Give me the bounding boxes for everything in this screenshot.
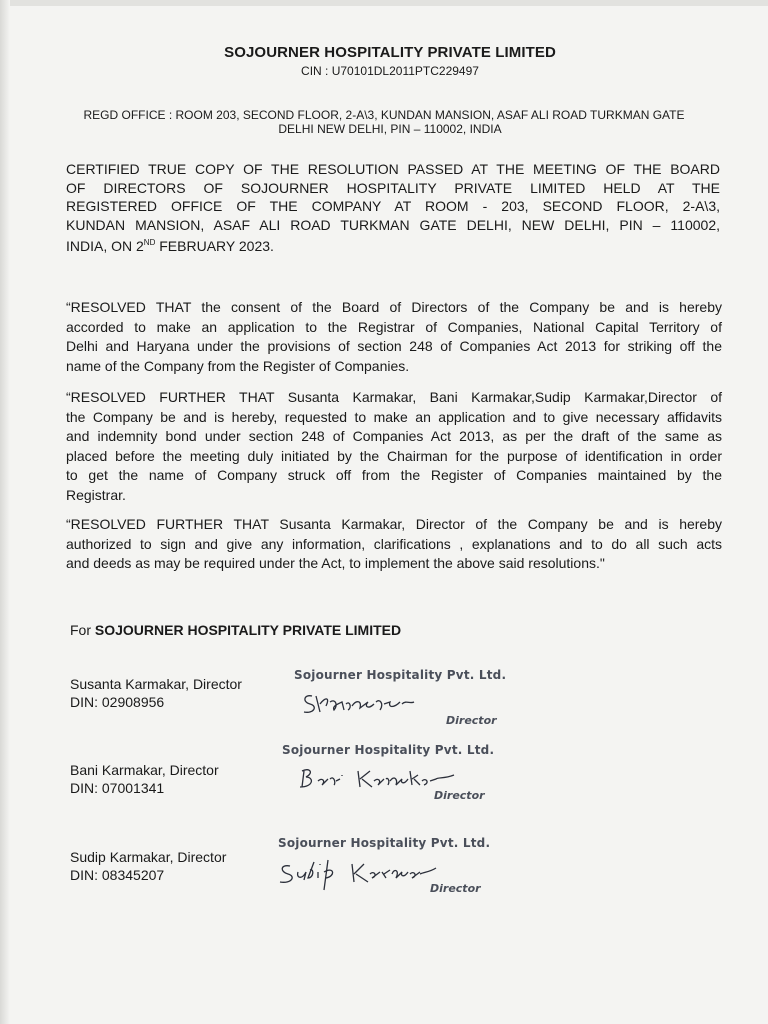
director-block xyxy=(70,675,242,711)
resolution-3 xyxy=(66,515,722,574)
resolution-line: name of the Company from the Register of Companies. xyxy=(66,357,410,374)
signoff-company: SOJOURNER HOSPITALITY PRIVATE LIMITED xyxy=(94,622,402,638)
date-ordinal: ND xyxy=(143,238,156,247)
registered-office-line-2: DELHI NEW DELHI, PIN – 110002, INDIA xyxy=(278,122,502,136)
resolution-line: “RESOLVED THAT the consent of the Board of Directors of the Company be and is hereby xyxy=(66,299,722,315)
resolution-line: placed before the meeting duly initiated by the Chairman for the purpose of identification in order xyxy=(66,447,722,464)
scan-left-edge xyxy=(0,0,10,1024)
resolution-line: accorded to make an application to the Registrar of Companies, National Capital Territory of xyxy=(66,318,722,335)
resolution-line: Registrar. xyxy=(66,486,126,503)
certified-copy-heading xyxy=(66,160,720,256)
stamp-role: Director xyxy=(434,789,485,802)
date-prefix: INDIA, ON 2 xyxy=(66,238,144,254)
resolution-line: the Company be and is hereby, requested to make an application and to give necessary affidavits xyxy=(66,408,722,425)
stamp-company: Sojourner Hospitality Pvt. Ltd. xyxy=(278,836,491,850)
director-name: Bani Karmakar, Director xyxy=(70,762,219,778)
director-name: Susanta Karmakar, Director xyxy=(70,676,242,692)
director-din: DIN: 02908956 xyxy=(70,694,165,710)
cin-number: CIN : U70101DL2011PTC229497 xyxy=(301,64,479,78)
stamp-role: Director xyxy=(446,714,497,727)
resolution-line: Delhi and Haryana under the provisions of section 248 of Companies Act 2013 for striking off the xyxy=(66,338,722,354)
stamp-role: Director xyxy=(430,882,481,895)
resolution-1 xyxy=(66,298,722,376)
resolution-line: “RESOLVED FURTHER THAT Susanta Karmakar, Bani Karmakar,Sudip Karmakar,Director of xyxy=(66,389,722,405)
resolution-line: and indemnity bond under section 248 of Companies Act 2013, as per the draft of the same as xyxy=(66,428,722,444)
resolution-line: to get the name of Company struck off from the Register of Companies maintained by the xyxy=(66,467,722,483)
resolution-2 xyxy=(66,388,722,505)
company-stamp-signature xyxy=(290,668,520,740)
company-stamp-signature xyxy=(278,743,508,815)
certified-line: OF DIRECTORS OF SOJOURNER HOSPITALITY PRIVATE LIMITED HELD AT THE xyxy=(66,179,720,196)
company-title: SOJOURNER HOSPITALITY PRIVATE LIMITED xyxy=(224,44,556,61)
certified-line-date xyxy=(66,234,720,256)
signoff-prefix: For xyxy=(70,622,91,638)
handwritten-signature xyxy=(290,682,450,722)
stamp-company: Sojourner Hospitality Pvt. Ltd. xyxy=(282,743,495,757)
company-stamp-signature xyxy=(274,836,504,908)
stamp-company: Sojourner Hospitality Pvt. Ltd. xyxy=(294,668,507,682)
signoff-heading xyxy=(70,622,401,638)
registered-office-line-1: REGD OFFICE : ROOM 203, SECOND FLOOR, 2-A\3, KUNDAN MANSION, ASAF ALI ROAD TURKMAN GATE xyxy=(83,108,685,122)
director-block xyxy=(70,848,226,884)
scan-top-edge xyxy=(0,0,768,6)
resolution-line: and deeds as may be required under the Act, to implement the above said resolutions." xyxy=(66,555,605,571)
certified-line: REGISTERED OFFICE OF THE COMPANY AT ROOM - 203, SECOND FLOOR, 2-A\3, xyxy=(66,198,720,214)
director-din: DIN: 07001341 xyxy=(70,780,165,796)
resolution-line: “RESOLVED FURTHER THAT Susanta Karmakar, Director of the Company be and is hereby xyxy=(66,516,722,532)
director-din: DIN: 08345207 xyxy=(70,867,165,883)
director-name: Sudip Karmakar, Director xyxy=(70,849,227,865)
date-suffix: FEBRUARY 2023. xyxy=(155,238,274,254)
certified-line: KUNDAN MANSION, ASAF ALI ROAD TURKMAN GATE DELHI, NEW DELHI, PIN – 110002, xyxy=(66,216,720,233)
certified-line: CERTIFIED TRUE COPY OF THE RESOLUTION PASSED AT THE MEETING OF THE BOARD xyxy=(66,161,720,177)
director-block xyxy=(70,761,219,797)
resolution-line: authorized to sign and give any information, clarifications , explanations and to do all such acts xyxy=(66,535,722,552)
